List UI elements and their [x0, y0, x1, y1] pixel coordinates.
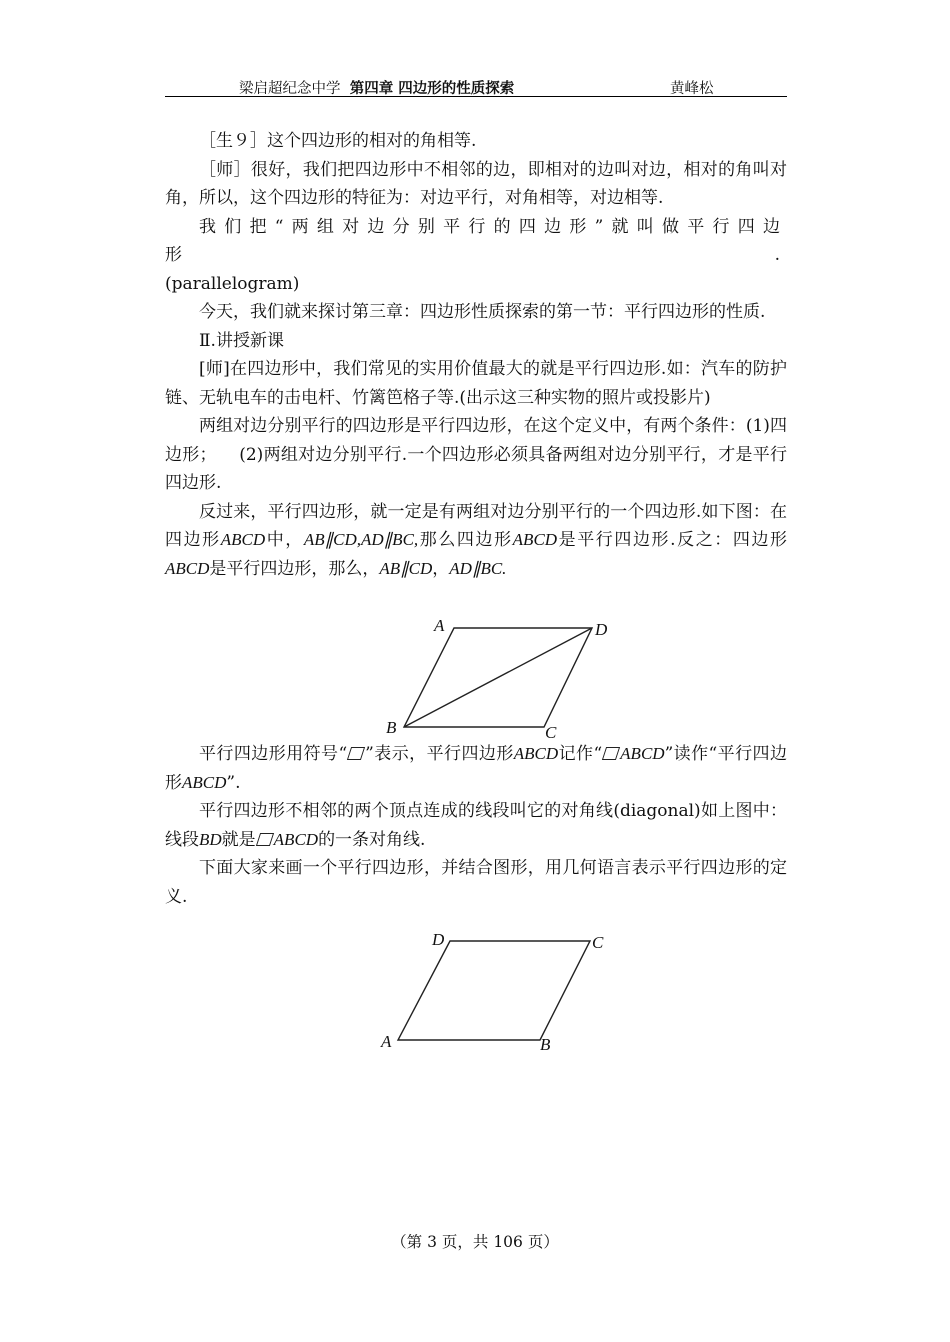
header-chapter: 第四章 四边形的性质探索 [349, 80, 515, 97]
parallelogram-figure-2 [378, 926, 618, 1060]
vertex-label-c: C [545, 723, 557, 742]
page-footer: （第 3 页，共 106 页） [391, 1233, 559, 1251]
vertex-label-a: A [434, 616, 445, 635]
paragraph: ［师］很好，我们把四边形中不相邻的边，即相对的边叫对边，相对的角叫对角，所以，这个四边形的特征为：对边平行，对角相等，对边相等. [165, 159, 787, 208]
paragraph: (parallelogram) [165, 273, 300, 294]
parallelogram-outline [398, 941, 590, 1040]
header-author: 黄峰松 [670, 81, 714, 97]
vertex-label-b: B [540, 1035, 551, 1054]
parallelogram-symbol-icon [347, 747, 365, 760]
vertex-label-d: D [432, 930, 445, 949]
parallelogram-symbol-icon [602, 747, 620, 760]
parallelogram-figure-1 [378, 612, 618, 748]
paragraph: 下面大家来画一个平行四边形，并结合图形，用几何语言表示平行四边形的定义. [165, 858, 787, 907]
paragraph: 两组对边分别平行的四边形是平行四边形，在这个定义中，有两个条件：(1)四边形； (2)两组对边分别平行.一个四边形必须具备两组对边分别平行，才是平行四边形. [165, 416, 788, 493]
paragraph: ［生９］这个四边形的相对的角相等. [199, 131, 477, 151]
diagonal-bd [404, 628, 592, 727]
document-body [165, 127, 787, 911]
vertex-label-b: B [386, 718, 397, 737]
header-title: 梁启超纪念中学 第四章 四边形的性质探索 [239, 80, 515, 97]
paragraph: 平行四边形用符号“ ”表示，平行四边形ABCD记作“ ABCD”读作“平行四边形ABCD”. [165, 744, 787, 793]
vertex-label-a: A [381, 1032, 392, 1051]
paragraph: 今天，我们就来探讨第三章：四边形性质探索的第一节：平行四边形的性质. [199, 302, 766, 322]
parallelogram-symbol-icon [256, 833, 274, 846]
paragraph: 反过来，平行四边形，就一定是有两组对边分别平行的一个四边形.如下图：在四边形ABCD中，AB∥CD,AD∥BC,那么四边形ABCD是平行四边形.反之：四边形ABCD是平行四边形，那么，AB∥CD，AD∥BC. [165, 501, 788, 579]
page-header [165, 76, 787, 97]
vertex-label-d: D [595, 620, 608, 639]
section-heading: Ⅱ.讲授新课 [199, 330, 284, 351]
vertex-label-c: C [592, 933, 604, 952]
paragraph: 我们把“两组对边分别平行的四边形”就叫做平行四边形. [165, 216, 787, 265]
paragraph: 平行四边形不相邻的两个顶点连成的线段叫它的对角线(diagonal)如上图中：线段BD就是 ABCD的一条对角线. [165, 801, 787, 850]
parallelogram-figure-1-svg [378, 612, 618, 744]
paragraph: [师]在四边形中，我们常见的实用价值最大的就是平行四边形.如：汽车的防护链、无轨电车的击电杆、竹篱笆格子等.(出示这三种实物的照片或投影片) [165, 359, 787, 408]
parallelogram-figure-2-svg [378, 926, 618, 1056]
